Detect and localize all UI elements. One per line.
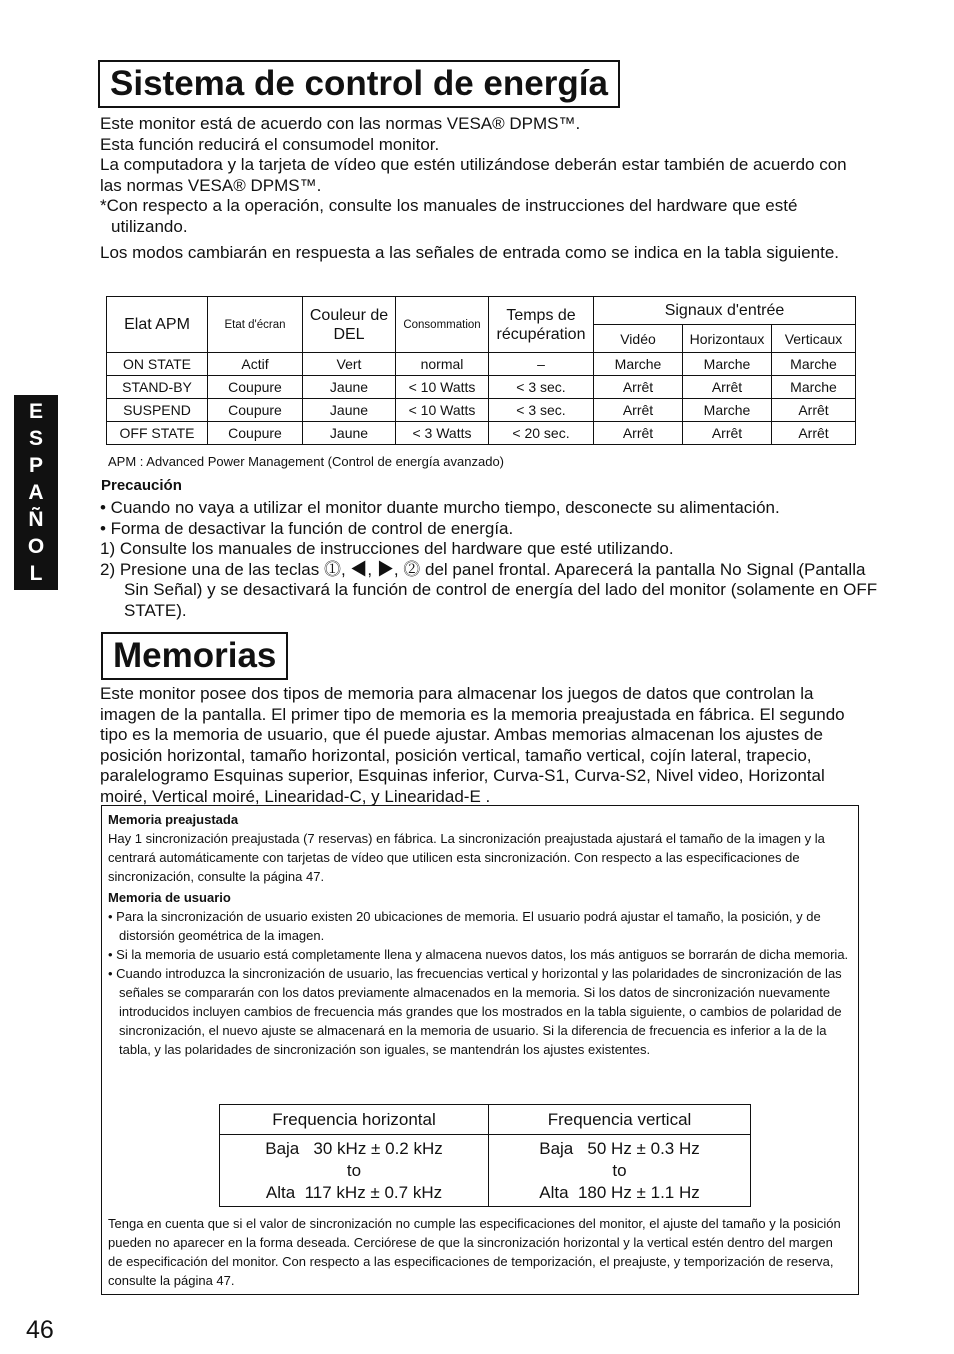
caution-body (100, 498, 880, 621)
caution-bullet: • Forma de desactivar la función de control de energía. (100, 518, 514, 538)
freq-value: Baja 30 kHz ± 0.2 kHz (265, 1138, 443, 1158)
intro-line: La computadora y la tarjeta de vídeo que estén utilizándose deberán estar también de acuerdo con las normas VESA® DPMS™. (100, 155, 847, 195)
table-cell: Arrêt (594, 399, 683, 422)
apm-footnote: APM : Advanced Power Management (Control de energía avanzado) (108, 454, 505, 469)
tab-letter: L (29, 562, 43, 585)
caution-step: 2) Presione una de las teclas ⓵, ◀, ▶, ⓶ del panel frontal. Aparecerá la pantalla No Signal (Pantalla Sin Señal) y se desactivará la función de control de energía del lado del monitor (solamente en OFF STATE). (100, 559, 878, 620)
section-title-memories (101, 632, 288, 680)
frequency-table (219, 1104, 751, 1207)
table-cell: Marche (683, 353, 772, 376)
freq-value: Baja 50 Hz ± 0.3 Hz (539, 1138, 700, 1158)
user-memory-title: Memoria de usuario (108, 890, 231, 905)
header-video: Vidéo (594, 325, 683, 353)
user-memory-bullet: • Si la memoria de usuario está completamente llena y almacena nuevos datos, los más antiguos se borrarán de dicha memoria. (108, 947, 849, 962)
tab-letter: A (28, 481, 44, 504)
table-cell: OFF STATE (107, 422, 208, 445)
table-cell: Marche (683, 399, 772, 422)
table-cell: SUSPEND (107, 399, 208, 422)
language-side-tab (14, 395, 58, 590)
freq-value: Alta 180 Hz ± 1.1 Hz (539, 1182, 700, 1202)
header-recovery: Temps de récupération (489, 297, 594, 353)
caution-title: Precaución (101, 477, 182, 494)
header-horizontal: Horizontaux (683, 325, 772, 353)
preset-memory-text: Hay 1 sincronización preajustada (7 reservas) en fábrica. La sincronización preajustada ajustará el tamaño de la imagen y la centrará automáticamente con tarjetas de vídeo que utilicen esta sincronización. Con respecto a las especificaciones de sincronización, consulte la página 47. (108, 831, 825, 884)
table-cell: < 3 sec. (489, 376, 594, 399)
section-title-power (98, 60, 620, 108)
table-cell: STAND-BY (107, 376, 208, 399)
freq-value: to (612, 1160, 627, 1180)
table-cell: Coupure (208, 376, 303, 399)
table-cell: < 3 sec. (489, 399, 594, 422)
header-vertical: Verticaux (772, 325, 856, 353)
table-cell: Jaune (303, 422, 396, 445)
table-cell: Arrêt (594, 422, 683, 445)
freq-horizontal-range (220, 1135, 489, 1207)
table-cell: < 3 Watts (396, 422, 489, 445)
power-intro (100, 114, 860, 264)
table-cell: normal (396, 353, 489, 376)
intro-line: Este monitor está de acuerdo con las normas VESA® DPMS™. (100, 114, 581, 133)
intro-line: *Con respecto a la operación, consulte los manuales de instrucciones del hardware que esté utilizando. (100, 196, 798, 236)
table-row (107, 376, 856, 399)
freq-value: to (346, 1160, 362, 1180)
table-cell: Marche (772, 353, 856, 376)
header-signals: Signaux d'entrée (594, 297, 856, 325)
caution-step: 1) Consulte los manuales de instrucciones del hardware que esté utilizando. (100, 539, 674, 558)
table-cell: Arrêt (772, 422, 856, 445)
table-cell: Arrêt (594, 376, 683, 399)
table-cell: ON STATE (107, 353, 208, 376)
table-cell: Vert (303, 353, 396, 376)
table-row (107, 422, 856, 445)
table-cell: < 10 Watts (396, 376, 489, 399)
table-cell: Actif (208, 353, 303, 376)
header-screen: Etat d'écran (208, 297, 303, 353)
apm-table (106, 296, 856, 445)
memories-text: Este monitor posee dos tipos de memoria para almacenar los juegos de datos que controlan la imagen de la pantalla. El primer tipo de memoria es la memoria preajustada en fábrica. El segundo tipo es la memoria de usuario, que él puede ajustar. Ambas memorias almacenan los ajustes de posición horizontal, tamaño horizontal, posición vertical, tamaño vertical, cojín lateral, trapecio, paralelogramo Esquinas superior, Esquinas inferior, Curva-S1, Curva-S2, Nivel video, Horizontal moiré, Vertical moiré, Linearidad-C, y Linearidad-E . (100, 684, 845, 806)
memory-box-content (108, 810, 850, 1059)
freq-value: Alta 117 kHz ± 0.7 kHz (265, 1182, 443, 1202)
table-cell: Arrêt (683, 422, 772, 445)
table-row (107, 353, 856, 376)
table-cell: – (489, 353, 594, 376)
header-apm: Elat APM (107, 297, 208, 353)
tab-letter: P (28, 454, 43, 477)
user-memory-bullet: • Para la sincronización de usuario existen 20 ubicaciones de memoria. El usuario podrá ajustar el tamaño, la posición, y de distorsión geométrica de la imagen. (108, 909, 821, 943)
user-memory-bullet: • Cuando introduzca la sincronización de usuario, las frecuencias vertical y horizontal y las polaridades de sincronización de las señales se compararán con los datos previamente almacenados en la memoria. Si los datos de sincronización nuevamente introducidos incluyen cambios de frecuencia más grandes que los mostrados en la tabla siguiente, o cambios de polaridad de sincronización, el nuevo ajuste se almacenará en la memoria de usuario. Si la diferencia de frecuencia es inferior a la de la tabla, y las polaridades de sincronización son iguales, se mantendrán los ajustes existentes. (108, 966, 842, 1057)
table-cell: Coupure (208, 422, 303, 445)
freq-vertical-range (489, 1135, 751, 1207)
header-led: Couleur de DEL (303, 297, 396, 353)
caution-bullet: • Cuando no vaya a utilizar el monitor duante murcho tiempo, desconecte su alimentación. (100, 498, 780, 517)
closing-note: Tenga en cuenta que si el valor de sincronización no cumple las especificaciones del monitor, el ajuste del tamaño y la posición pueden no aparecer en la forma deseada. Cerciórese de que la sincronización horizontal y la vertical estén dentro del margen de especificación del monitor. Con respecto a las especificaciones de temporización, el preajuste, y temporización de reserva, consulte la página 47. (108, 1216, 841, 1288)
table-cell: Jaune (303, 399, 396, 422)
table-cell: Arrêt (772, 399, 856, 422)
memory-info-box (101, 805, 859, 1295)
freq-header-vertical: Frequencia vertical (489, 1105, 751, 1135)
table-cell: Jaune (303, 376, 396, 399)
table-cell: Marche (594, 353, 683, 376)
modes-text: Los modos cambiarán en respuesta a las señales de entrada como se indica en la tabla siguiente. (100, 243, 840, 262)
tab-letter: E (28, 400, 43, 423)
table-cell: Marche (772, 376, 856, 399)
freq-header-horizontal: Frequencia horizontal (220, 1105, 489, 1135)
tab-letter: O (27, 535, 45, 558)
table-cell: Coupure (208, 399, 303, 422)
table-row (107, 399, 856, 422)
section-title-text: Sistema de control de energía (110, 64, 608, 103)
page-number: 46 (26, 1316, 54, 1344)
header-consumption: Consommation (396, 297, 489, 353)
table-cell: < 20 sec. (489, 422, 594, 445)
intro-line: Esta función reducirá el consumodel monitor. (100, 134, 440, 154)
table-cell: Arrêt (683, 376, 772, 399)
section-title-text: Memorias (113, 636, 277, 675)
table-cell: < 10 Watts (396, 399, 489, 422)
preset-memory-title: Memoria preajustada (108, 812, 239, 827)
tab-letter: Ñ (28, 508, 44, 531)
tab-letter: S (28, 427, 43, 450)
